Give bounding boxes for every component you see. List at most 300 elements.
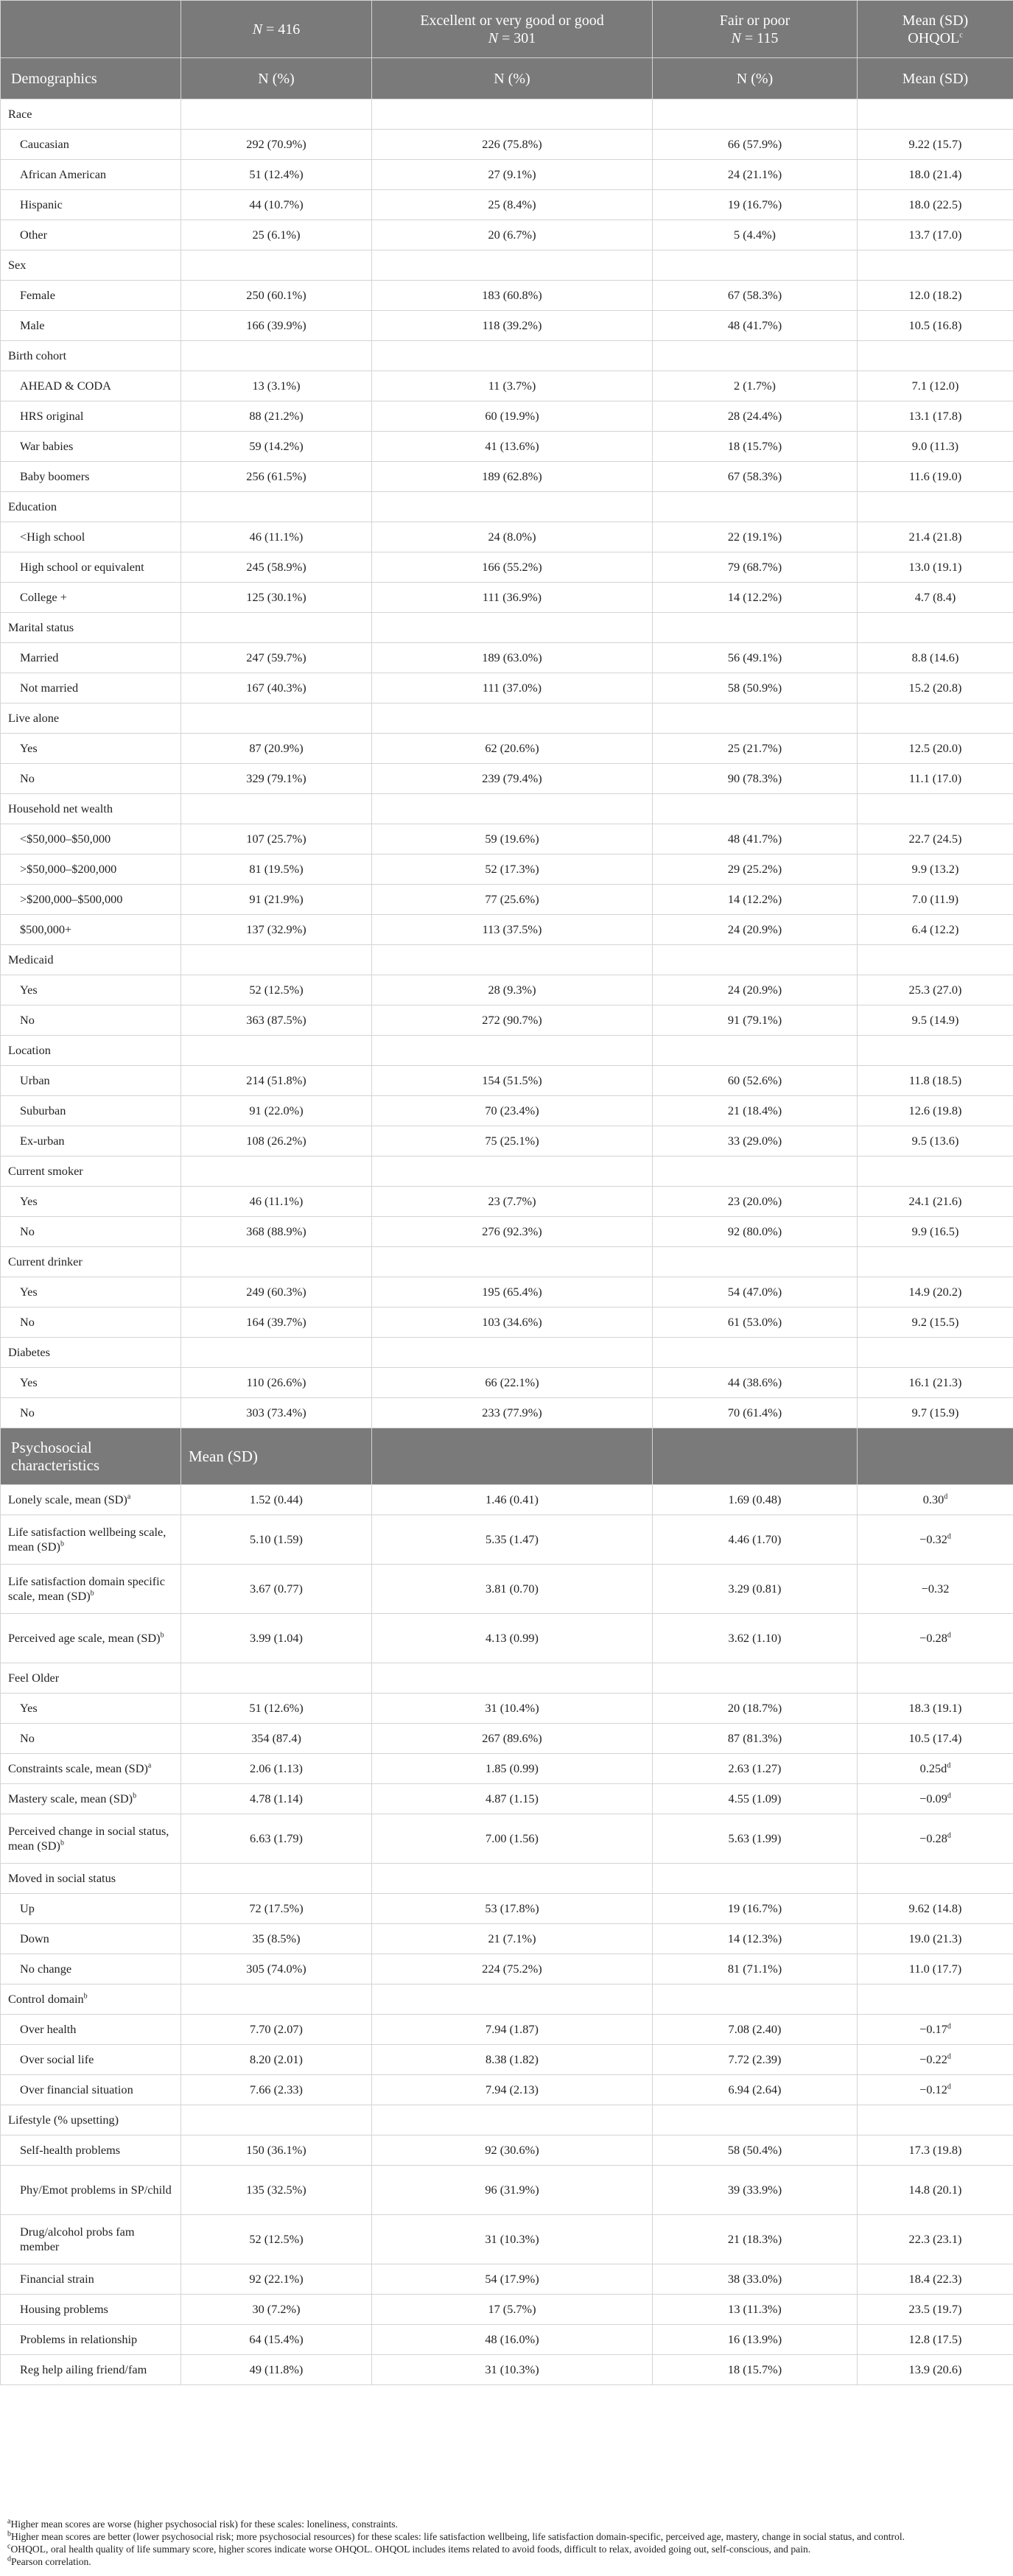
row-label: [1, 1126, 181, 1157]
table-row: [1, 1126, 1013, 1157]
value-cell: [181, 99, 372, 130]
label-text: No: [20, 1013, 35, 1027]
footnote-marker: b: [133, 1791, 137, 1800]
value-cell: [858, 915, 1013, 945]
label-text: Feel Older: [8, 1671, 60, 1685]
header-unit: N (%): [181, 58, 372, 99]
table-row: [1, 1924, 1013, 1954]
value-text: 24 (20.9%): [727, 922, 782, 936]
value-text: 27 (9.1%): [488, 167, 536, 181]
value-cell: [653, 160, 858, 190]
value-text: 9.9 (16.5): [911, 1224, 959, 1238]
value-cell: [372, 1724, 653, 1754]
value-cell: [653, 673, 858, 703]
value-text: 60 (52.6%): [727, 1073, 782, 1087]
label-text: Urban: [20, 1073, 50, 1087]
value-cell: [181, 401, 372, 432]
label-text: >$50,000–$200,000: [20, 862, 117, 876]
value-cell: [858, 160, 1013, 190]
value-text: 4.46 (1.70): [728, 1532, 782, 1546]
label-text: College +: [20, 590, 67, 604]
value-cell: [372, 1157, 653, 1187]
value-cell: [858, 885, 1013, 915]
value-text: 66 (22.1%): [485, 1375, 539, 1389]
value-text: 4.13 (0.99): [486, 1631, 539, 1645]
value-cell: [181, 1157, 372, 1187]
value-text: 58 (50.9%): [727, 681, 782, 695]
value-text: 90 (78.3%): [727, 771, 782, 785]
footnote-marker: a: [127, 1492, 131, 1501]
label-text: Life satisfaction wellbeing scale, mean (SD): [8, 1525, 167, 1554]
value-text: 67 (58.3%): [727, 288, 782, 302]
value-text: 7.08 (2.40): [728, 2022, 782, 2036]
value-cell: [858, 492, 1013, 522]
category-row: [1, 703, 1013, 734]
label-text: High school or equivalent: [20, 560, 144, 574]
table-row: [1, 1398, 1013, 1428]
value-cell: [372, 1066, 653, 1096]
value-cell: [372, 2264, 653, 2295]
value-cell: [653, 2135, 858, 2166]
category-row: [1, 1984, 1013, 2015]
value-text: 18 (15.7%): [727, 2362, 782, 2376]
label-text: Over health: [20, 2022, 77, 2036]
footnote-marker: b: [83, 1992, 88, 2001]
value-cell: [653, 643, 858, 673]
value-text: 14.8 (20.1): [908, 2183, 962, 2197]
label-text: Married: [20, 650, 59, 664]
category-row: [1, 945, 1013, 975]
value-cell: [181, 1984, 372, 2015]
category-label: [1, 945, 181, 975]
label-text: Race: [8, 107, 32, 121]
value-cell: [181, 1066, 372, 1096]
category-row: [1, 794, 1013, 824]
value-cell: [653, 824, 858, 854]
value-text: 92 (30.6%): [485, 2143, 539, 2157]
value-cell: [653, 1694, 858, 1724]
value-cell: [653, 583, 858, 613]
value-text: 11 (3.7%): [488, 379, 536, 393]
value-cell: [372, 885, 653, 915]
table-row: [1, 1187, 1013, 1217]
row-label: [1, 2045, 181, 2075]
table-row: [1, 1724, 1013, 1754]
value-cell: [372, 1814, 653, 1864]
value-text: 21 (18.4%): [727, 1103, 782, 1117]
table-row: [1, 1515, 1013, 1565]
value-text: 183 (60.8%): [482, 288, 542, 302]
value-text: 4.7 (8.4): [914, 590, 956, 604]
value-text: 2 (1.7%): [734, 379, 776, 393]
value-cell: [181, 2215, 372, 2264]
category-row: [1, 1864, 1013, 1894]
value-text: 11.8 (18.5): [908, 1073, 962, 1087]
value-text: 28 (24.4%): [727, 409, 782, 423]
value-cell: [372, 794, 653, 824]
value-text: 29 (25.2%): [727, 862, 782, 876]
value-text: 15.2 (20.8): [908, 681, 962, 695]
row-label: [1, 643, 181, 673]
table-row: [1, 432, 1013, 462]
value-cell: [372, 130, 653, 160]
value-cell: [372, 1984, 653, 2015]
value-cell: [653, 1157, 858, 1187]
value-cell: [858, 99, 1013, 130]
value-cell: [181, 1187, 372, 1217]
value-cell: [372, 2215, 653, 2264]
value-cell: [181, 1247, 372, 1277]
value-text: 5.63 (1.99): [728, 1831, 782, 1845]
value-cell: [181, 945, 372, 975]
value-cell: [653, 1187, 858, 1217]
value-cell: [181, 341, 372, 371]
footnote-marker: a: [147, 1761, 152, 1770]
label-text: Yes: [20, 983, 38, 997]
label-text: $500,000+: [20, 922, 72, 936]
value-text: 9.0 (11.3): [911, 439, 959, 453]
value-cell: [181, 824, 372, 854]
row-label: [1, 1006, 181, 1036]
category-label: [1, 1157, 181, 1187]
value-cell: [372, 341, 653, 371]
value-text: 24.1 (21.6): [908, 1194, 962, 1208]
header-unit: Mean (SD): [181, 1428, 372, 1485]
value-text: 137 (32.9%): [246, 922, 306, 936]
value-text: 39 (33.9%): [727, 2183, 782, 2197]
value-text: 31 (10.4%): [485, 1701, 539, 1715]
value-cell: [181, 794, 372, 824]
value-text: 44 (10.7%): [249, 197, 304, 211]
label-text: Control domain: [8, 1992, 84, 2006]
row-label: [1, 401, 181, 432]
footnote-text: Higher mean scores are better (lower psychosocial risk; more psychosocial resources) for these scales: life satisfaction wellbeing, life satisfaction domain-specific, perceived age, mastery, change in social status, and control.: [11, 2531, 905, 2542]
value-cell: [653, 1663, 858, 1694]
footnote-marker: b: [60, 1839, 64, 1847]
value-text: 1.46 (0.41): [486, 1492, 539, 1506]
value-text: 167 (40.3%): [246, 681, 306, 695]
value-cell: [653, 190, 858, 220]
footnote-marker: d: [7, 2555, 11, 2563]
value-text: 64 (15.4%): [249, 2332, 304, 2346]
category-label: [1, 1864, 181, 1894]
label-text: Marital status: [8, 620, 74, 634]
header-empty-cell: [653, 1428, 858, 1485]
value-cell: [372, 613, 653, 643]
row-label: [1, 2215, 181, 2264]
value-text: 135 (32.5%): [246, 2183, 306, 2197]
label-text: Down: [20, 1931, 49, 1945]
value-text: 9.22 (15.7): [908, 137, 962, 151]
table-row: [1, 2135, 1013, 2166]
value-cell: [858, 1187, 1013, 1217]
value-text: 1.85 (0.99): [486, 1761, 539, 1775]
value-text: 52 (17.3%): [485, 862, 539, 876]
label-text: <$50,000–$50,000: [20, 832, 111, 846]
label-text: Yes: [20, 1375, 38, 1389]
value-text: 14 (12.2%): [727, 892, 782, 906]
value-text: 118 (39.2%): [482, 318, 542, 332]
row-label: [1, 1565, 181, 1614]
value-cell: [858, 1398, 1013, 1428]
value-text: 111 (37.0%): [482, 681, 542, 695]
category-row: [1, 1338, 1013, 1368]
value-cell: [858, 1984, 1013, 2015]
value-cell: [372, 1187, 653, 1217]
value-text: 166 (55.2%): [482, 560, 542, 574]
label-text: No: [20, 1405, 35, 1419]
table-row: [1, 1066, 1013, 1096]
value-cell: [372, 764, 653, 794]
label-text: AHEAD & CODA: [20, 379, 111, 393]
value-cell: [372, 2325, 653, 2355]
value-cell: [858, 1515, 1013, 1565]
value-cell: [653, 885, 858, 915]
table-row: [1, 371, 1013, 401]
value-text: 3.99 (1.04): [250, 1631, 303, 1645]
table-row: [1, 734, 1013, 764]
value-cell: [372, 2015, 653, 2045]
category-label: [1, 613, 181, 643]
table-row: [1, 643, 1013, 673]
value-cell: [372, 1485, 653, 1515]
row-label: [1, 220, 181, 250]
value-text: 7.94 (1.87): [486, 2022, 539, 2036]
value-text: 20 (6.7%): [488, 228, 536, 242]
value-cell: [858, 2015, 1013, 2045]
value-text: 11.1 (17.0): [908, 771, 962, 785]
value-text: 20 (18.7%): [727, 1701, 782, 1715]
value-text: 13.1 (17.8): [908, 409, 962, 423]
value-cell: [858, 794, 1013, 824]
footnote-marker: b: [160, 1631, 164, 1640]
value-cell: [858, 1308, 1013, 1338]
value-text: 18.0 (21.4): [908, 167, 962, 181]
footnote-marker: d: [944, 1492, 948, 1501]
footnote-text: Higher mean scores are worse (higher psychosocial risk) for these scales: loneliness, constraints.: [10, 2519, 398, 2530]
row-label: [1, 824, 181, 854]
value-text: 91 (79.1%): [727, 1013, 782, 1027]
value-cell: [653, 2215, 858, 2264]
value-text: 6.63 (1.79): [250, 1831, 303, 1845]
table-row: [1, 1485, 1013, 1515]
value-cell: [653, 462, 858, 492]
value-text: 52 (12.5%): [249, 983, 304, 997]
value-cell: [181, 1485, 372, 1515]
table-row: [1, 1954, 1013, 1984]
value-cell: [653, 492, 858, 522]
category-label: [1, 1247, 181, 1277]
value-text: 13 (11.3%): [728, 2302, 782, 2316]
value-cell: [181, 1036, 372, 1066]
value-cell: [653, 1954, 858, 1984]
row-label: [1, 2295, 181, 2325]
category-label: [1, 250, 181, 281]
label-text: Financial strain: [20, 2272, 94, 2286]
header-unit: N (%): [372, 58, 653, 99]
value-cell: [653, 432, 858, 462]
value-text: 0.30: [922, 1492, 944, 1506]
value-cell: [372, 2045, 653, 2075]
value-cell: [181, 462, 372, 492]
value-cell: [372, 734, 653, 764]
value-text: 111 (36.9%): [482, 590, 542, 604]
value-text: 46 (11.1%): [249, 1194, 304, 1208]
row-label: [1, 281, 181, 311]
value-text: 1.69 (0.48): [728, 1492, 782, 1506]
value-text: 247 (59.7%): [246, 650, 306, 664]
row-label: [1, 673, 181, 703]
value-text: 18.4 (22.3): [908, 2272, 962, 2286]
value-text: 8.20 (2.01): [250, 2052, 303, 2066]
row-label: [1, 1398, 181, 1428]
label-text: War babies: [20, 439, 74, 453]
value-cell: [858, 2264, 1013, 2295]
value-text: 363 (87.5%): [246, 1013, 306, 1027]
value-text: 19.0 (21.3): [908, 1931, 962, 1945]
table-row: [1, 281, 1013, 311]
value-cell: [653, 854, 858, 885]
value-text: 17 (5.7%): [488, 2302, 536, 2316]
value-text: 81 (19.5%): [249, 862, 304, 876]
value-cell: [372, 2075, 653, 2105]
value-cell: [372, 975, 653, 1006]
value-cell: [653, 2325, 858, 2355]
value-cell: [372, 673, 653, 703]
label-text: Mastery scale, mean (SD): [8, 1791, 133, 1805]
value-cell: [653, 2045, 858, 2075]
row-label: [1, 1754, 181, 1784]
value-text: 13.9 (20.6): [908, 2362, 962, 2376]
category-label: [1, 703, 181, 734]
label-text: Baby boomers: [20, 469, 90, 483]
value-text: 24 (8.0%): [488, 530, 536, 544]
label-text: Male: [20, 318, 45, 332]
value-cell: [653, 1784, 858, 1814]
value-text: 166 (39.9%): [246, 318, 306, 332]
value-cell: [858, 1954, 1013, 1984]
value-cell: [653, 975, 858, 1006]
label-text: Yes: [20, 1285, 38, 1299]
table-row: [1, 1006, 1013, 1036]
label-text: Moved in social status: [8, 1871, 116, 1885]
value-text: 7.0 (11.9): [911, 892, 959, 906]
value-cell: [181, 2264, 372, 2295]
value-text: 7.66 (2.33): [250, 2082, 303, 2096]
value-text: 9.2 (15.5): [911, 1315, 959, 1329]
value-cell: [181, 2045, 372, 2075]
value-cell: [858, 1338, 1013, 1368]
table-row: [1, 2166, 1013, 2215]
value-cell: [653, 1308, 858, 1338]
table-row: [1, 462, 1013, 492]
value-text: 87 (81.3%): [727, 1731, 782, 1745]
value-text: 25 (6.1%): [252, 228, 301, 242]
value-cell: [372, 1247, 653, 1277]
value-text: 12.0 (18.2): [908, 288, 962, 302]
label-text: Housing problems: [20, 2302, 108, 2316]
value-text: 14 (12.2%): [727, 590, 782, 604]
value-text: 25 (8.4%): [488, 197, 536, 211]
table-row: [1, 1694, 1013, 1724]
psychosocial-header-row: [1, 1428, 1013, 1485]
value-cell: [372, 1096, 653, 1126]
footnote-marker: d: [947, 1761, 951, 1770]
value-text: 92 (22.1%): [249, 2272, 304, 2286]
value-text: 19 (16.7%): [727, 197, 782, 211]
footnote-marker: d: [947, 1631, 951, 1640]
row-label: [1, 130, 181, 160]
value-text: 245 (58.9%): [246, 560, 306, 574]
value-cell: [858, 2135, 1013, 2166]
table-row: [1, 2215, 1013, 2264]
value-text: −0.32: [921, 1582, 950, 1596]
value-cell: [181, 1308, 372, 1338]
label-text: Yes: [20, 1194, 38, 1208]
value-cell: [181, 1924, 372, 1954]
value-text: 41 (13.6%): [485, 439, 539, 453]
value-text: 113 (37.5%): [482, 922, 542, 936]
row-label: [1, 2325, 181, 2355]
category-row: [1, 99, 1013, 130]
value-text: 10.5 (16.8): [908, 318, 962, 332]
value-cell: [181, 371, 372, 401]
value-cell: [653, 764, 858, 794]
value-cell: [181, 160, 372, 190]
value-text: 24 (20.9%): [727, 983, 782, 997]
value-cell: [181, 250, 372, 281]
footnote: [7, 2530, 1006, 2543]
category-row: [1, 1157, 1013, 1187]
label-text: Current smoker: [8, 1164, 83, 1178]
value-cell: [372, 432, 653, 462]
label-text: No: [20, 1731, 35, 1745]
value-cell: [858, 1784, 1013, 1814]
value-cell: [181, 583, 372, 613]
value-text: 7.72 (2.39): [728, 2052, 782, 2066]
value-text: 23 (20.0%): [727, 1194, 782, 1208]
label-text: Yes: [20, 741, 38, 755]
value-cell: [372, 1663, 653, 1694]
value-text: 14.9 (20.2): [908, 1285, 962, 1299]
value-text: −0.22: [919, 2052, 947, 2066]
value-text: 272 (90.7%): [482, 1013, 542, 1027]
value-text: 56 (49.1%): [727, 650, 782, 664]
value-text: 60 (19.9%): [485, 409, 539, 423]
value-cell: [372, 1217, 653, 1247]
category-label: [1, 794, 181, 824]
value-cell: [858, 2166, 1013, 2215]
value-cell: [372, 2355, 653, 2385]
value-text: 22.3 (23.1): [908, 2232, 962, 2246]
value-text: 21 (7.1%): [488, 1931, 536, 1945]
label-text: Medicaid: [8, 952, 54, 966]
table-row: [1, 915, 1013, 945]
value-text: 96 (31.9%): [485, 2183, 539, 2197]
value-cell: [372, 220, 653, 250]
value-text: 4.87 (1.15): [486, 1791, 539, 1805]
category-row: [1, 1036, 1013, 1066]
value-text: 48 (16.0%): [485, 2332, 539, 2346]
value-text: 91 (21.9%): [249, 892, 304, 906]
header-poor-group: Fair or poor N = 115: [653, 1, 858, 58]
label-text: Education: [8, 499, 57, 513]
value-text: 81 (71.1%): [727, 1962, 782, 1976]
value-cell: [372, 1277, 653, 1308]
value-text: 189 (63.0%): [482, 650, 542, 664]
value-cell: [858, 462, 1013, 492]
footnote-marker: d: [947, 1791, 951, 1800]
